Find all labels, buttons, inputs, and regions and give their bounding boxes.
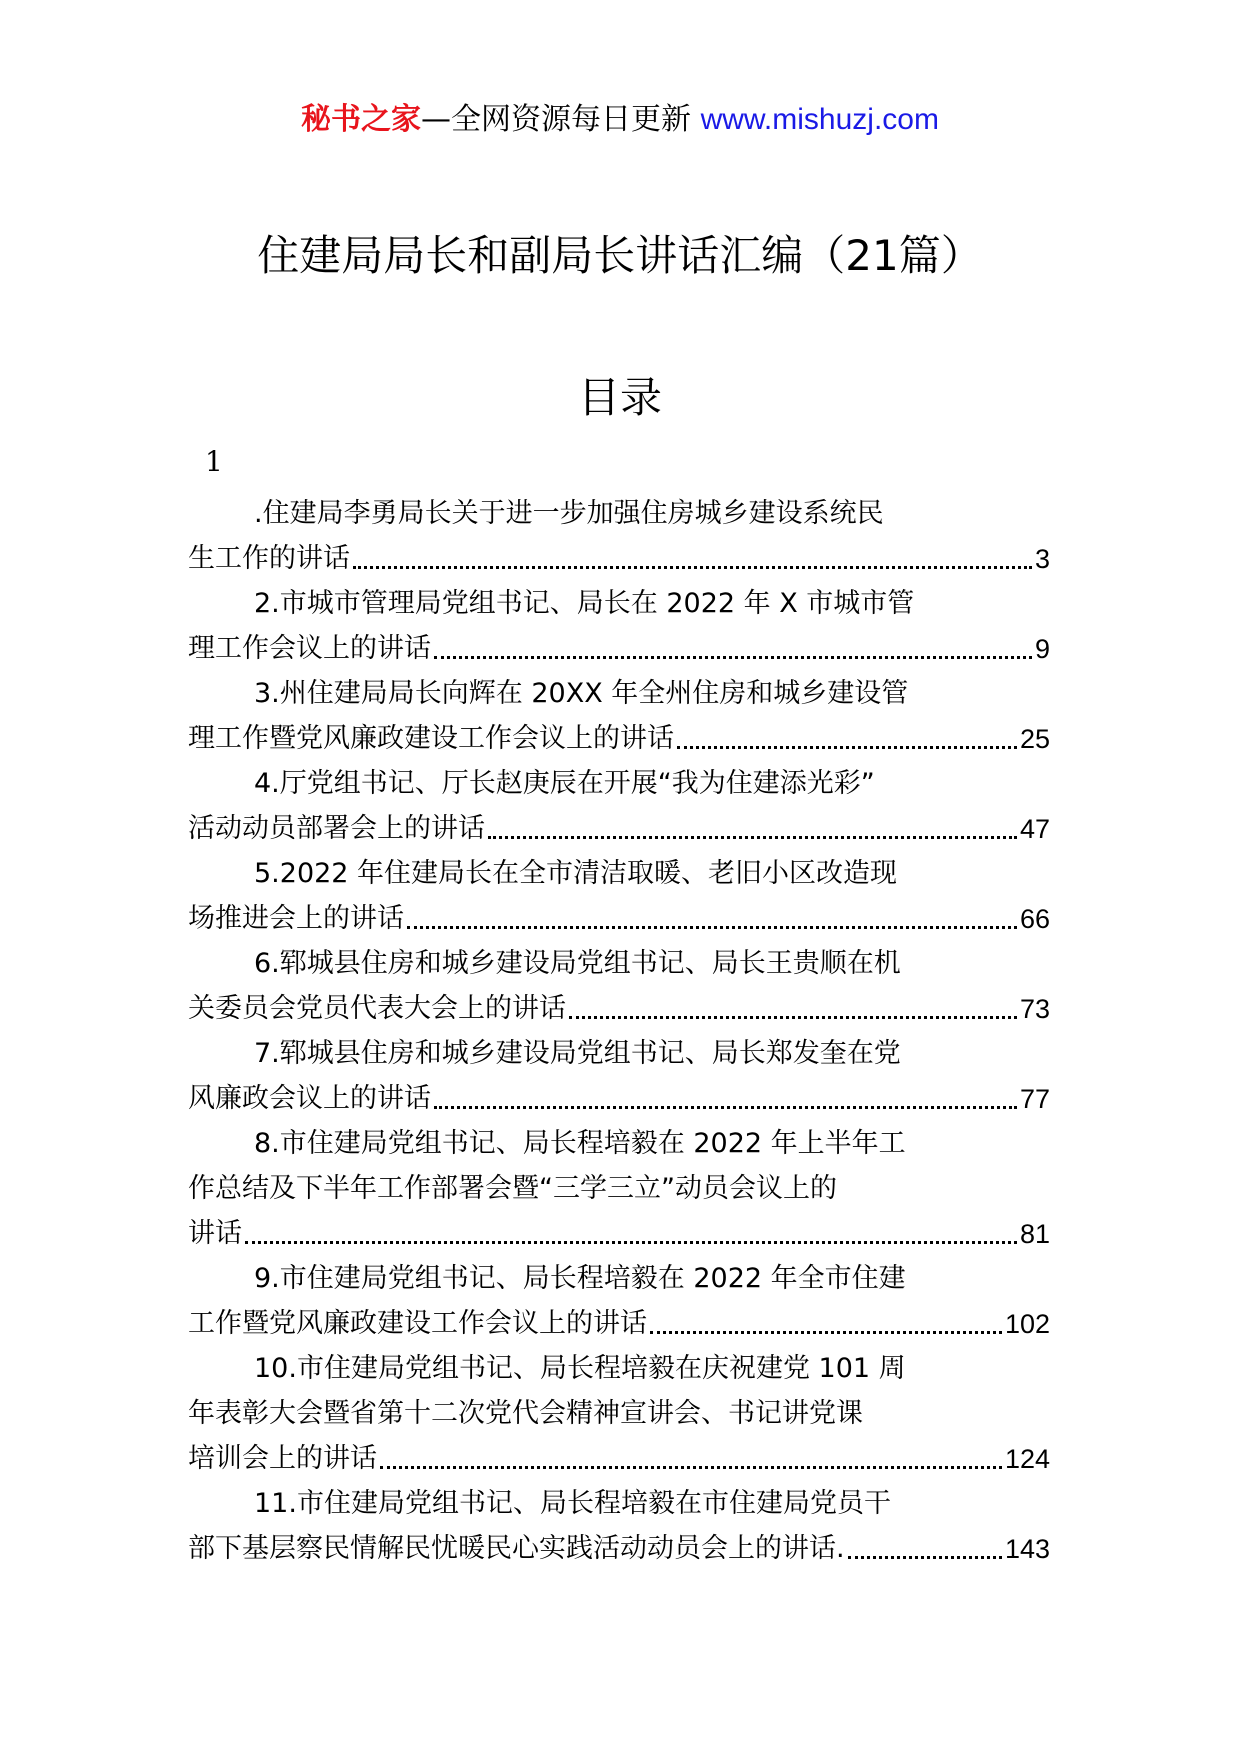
toc-entry-text: 3.州住建局局长向辉在 20XX 年全州住房和城乡建设管 xyxy=(254,678,909,709)
dot-leader xyxy=(848,1538,1002,1559)
toc-page-number: 102 xyxy=(1004,1309,1050,1339)
toc-entry-line xyxy=(188,1205,1050,1250)
toc-entry-line xyxy=(188,485,1050,530)
site-header xyxy=(0,100,1240,140)
dot-leader xyxy=(650,1313,1002,1334)
toc-entry[interactable] xyxy=(188,665,1050,755)
toc-entry-text: 理工作暨党风廉政建设工作会议上的讲话 xyxy=(188,723,674,754)
toc-entry-line xyxy=(188,1475,1050,1520)
toc-entry-line xyxy=(188,800,1050,845)
toc-entry-line xyxy=(188,620,1050,665)
toc-entry[interactable] xyxy=(188,845,1050,935)
toc-entry-line xyxy=(188,1295,1050,1340)
toc-entry-line xyxy=(188,1250,1050,1295)
toc-entry-text: 8.市住建局党组书记、局长程培毅在 2022 年上半年工 xyxy=(254,1128,906,1159)
toc-page-number: 47 xyxy=(1019,814,1050,844)
toc-entry-line xyxy=(188,710,1050,755)
toc-entry-line xyxy=(188,1385,1050,1430)
toc-entry[interactable] xyxy=(188,575,1050,665)
toc-entry[interactable] xyxy=(188,1475,1050,1565)
site-url-link[interactable]: www.mishuzj.com xyxy=(700,103,939,136)
dot-leader xyxy=(434,1088,1017,1109)
toc-entry-line xyxy=(188,755,1050,800)
toc-page-number: 124 xyxy=(1004,1444,1050,1474)
toc-entry-line xyxy=(188,1340,1050,1385)
toc-page-number: 143 xyxy=(1004,1534,1050,1564)
toc-entry-text: 理工作会议上的讲话 xyxy=(188,633,431,664)
toc-entry-text: 活动动员部署会上的讲话 xyxy=(188,813,485,844)
toc-entry-text: 作总结及下半年工作部署会暨“三学三立”动员会议上的 xyxy=(188,1173,837,1204)
dot-leader xyxy=(677,728,1017,749)
toc-entry[interactable] xyxy=(188,755,1050,845)
toc-entry-text: 培训会上的讲话 xyxy=(188,1443,377,1474)
toc-entry-line xyxy=(188,1115,1050,1160)
dot-leader xyxy=(353,548,1032,569)
toc-entry[interactable] xyxy=(188,1115,1050,1250)
toc-entry-line xyxy=(188,665,1050,710)
dot-leader xyxy=(569,998,1017,1019)
toc-entry-line xyxy=(188,1520,1050,1565)
dot-leader xyxy=(380,1448,1002,1469)
toc-entry-text: .住建局李勇局长关于进一步加强住房城乡建设系统民 xyxy=(254,498,884,529)
toc-entry-text: 4.厅党组书记、厅长赵庚辰在开展“我为住建添光彩” xyxy=(254,768,875,799)
toc-page-number: 9 xyxy=(1034,634,1050,664)
toc-heading: 目录 xyxy=(577,373,662,422)
toc-entry-text: 风廉政会议上的讲话 xyxy=(188,1083,431,1114)
toc-entry[interactable] xyxy=(188,935,1050,1025)
toc-entry-text: 生工作的讲话 xyxy=(188,543,350,574)
toc-entry-line xyxy=(188,1025,1050,1070)
toc-entry-text: 9.市住建局党组书记、局长程培毅在 2022 年全市住建 xyxy=(254,1263,906,1294)
toc-entry-text: 关委员会党员代表大会上的讲话 xyxy=(188,993,566,1024)
toc-list-marker: 1 xyxy=(205,445,223,478)
dot-leader xyxy=(407,908,1017,929)
toc-entry-line xyxy=(188,890,1050,935)
toc-page-number: 77 xyxy=(1019,1084,1050,1114)
dot-leader xyxy=(434,638,1032,659)
toc-entry-line xyxy=(188,935,1050,980)
toc-entry-text: 6.郓城县住房和城乡建设局党组书记、局长王贵顺在机 xyxy=(254,948,901,979)
toc-entry-text: 5.2022 年住建局长在全市清洁取暖、老旧小区改造现 xyxy=(254,858,898,889)
toc-entry-text: 10.市住建局党组书记、局长程培毅在庆祝建党 101 周 xyxy=(254,1353,906,1384)
toc-entry-line xyxy=(188,530,1050,575)
toc-entry-text: 2.市城市管理局党组书记、局长在 2022 年 X 市城市管 xyxy=(254,588,915,619)
toc-entry[interactable] xyxy=(188,1340,1050,1475)
toc-entry-text: 年表彰大会暨省第十二次党代会精神宣讲会、书记讲党课 xyxy=(188,1398,863,1429)
toc-entry-line xyxy=(188,575,1050,620)
toc-entry-text: 11.市住建局党组书记、局长程培毅在市住建局党员干 xyxy=(254,1488,891,1519)
toc-entry-line xyxy=(188,1070,1050,1115)
toc-page-number: 73 xyxy=(1019,994,1050,1024)
toc-entry-text: 7.郓城县住房和城乡建设局党组书记、局长郑发奎在党 xyxy=(254,1038,901,1069)
toc-entry-text: 工作暨党风廉政建设工作会议上的讲话 xyxy=(188,1308,647,1339)
header-slogan: —全网资源每日更新 xyxy=(421,102,701,137)
toc-entry-text: 部下基层察民情解民忧暖民心实践活动动员会上的讲话. xyxy=(188,1533,845,1564)
toc-entry-text: 场推进会上的讲话 xyxy=(188,903,404,934)
dot-leader xyxy=(488,818,1017,839)
toc-page-number: 3 xyxy=(1034,544,1050,574)
toc-entry-text: 讲话 xyxy=(188,1218,242,1249)
document-title: 住建局局长和副局长讲话汇编（21篇） xyxy=(257,231,983,280)
toc-page-number: 81 xyxy=(1019,1219,1050,1249)
toc-entry[interactable] xyxy=(188,485,1050,575)
dot-leader xyxy=(245,1223,1017,1244)
toc-entry-line xyxy=(188,845,1050,890)
toc-entry-line xyxy=(188,1160,1050,1205)
toc-page-number: 25 xyxy=(1019,724,1050,754)
table-of-contents xyxy=(188,485,1050,1565)
toc-entry-line xyxy=(188,980,1050,1025)
toc-entry-line xyxy=(188,1430,1050,1475)
brand-name: 秘书之家 xyxy=(301,102,422,137)
toc-page-number: 66 xyxy=(1019,904,1050,934)
toc-entry[interactable] xyxy=(188,1250,1050,1340)
toc-entry[interactable] xyxy=(188,1025,1050,1115)
